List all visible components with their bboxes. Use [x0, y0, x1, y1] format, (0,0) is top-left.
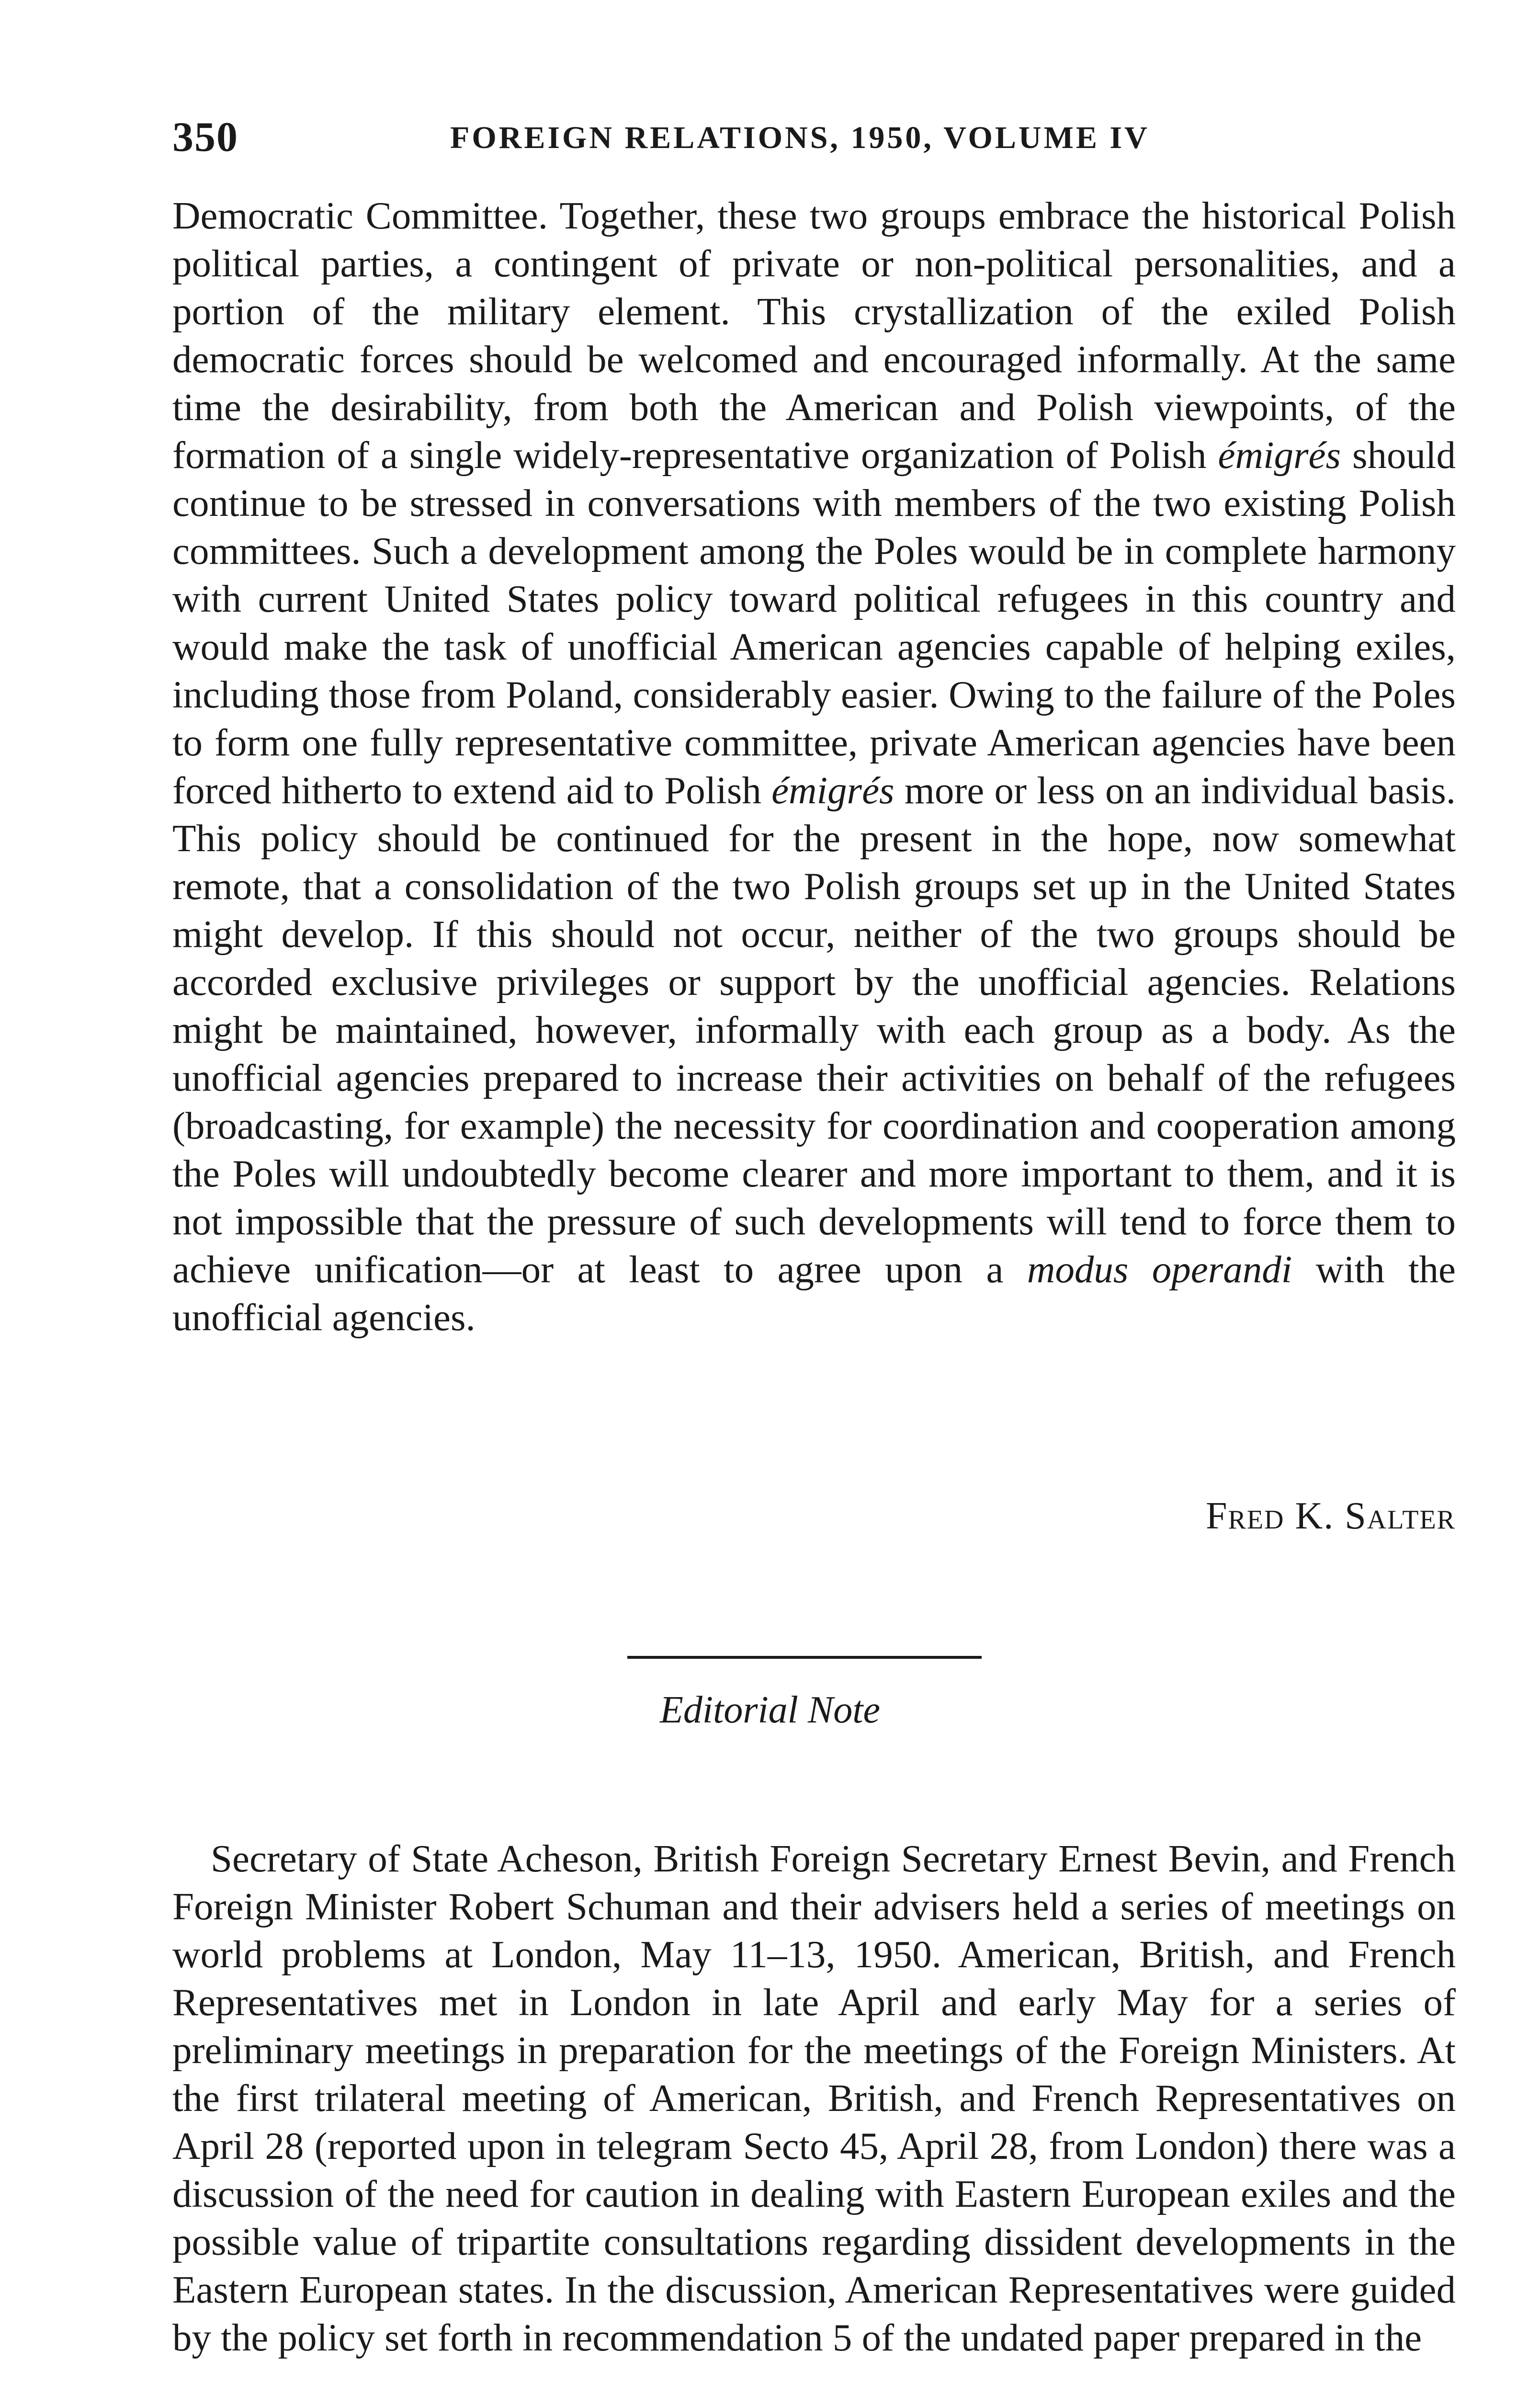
body-paragraph-2: Secretary of State Acheson, British Foreign Secretary Ernest Bevin, and French Foreign Minister Robert Schuman and their advisers held a series of meetings on world problems at London, May 11–13, 1950. American, British, and French Representatives met in London in late April and early May for a series of preliminary meetings in preparation for the meetings of the Foreign Ministers. At the first trilateral meeting of American, British, and French Representatives on April 28 (reported upon in telegram Secto 45, April 28, from London) there was a discussion of the need for caution in dealing with Eastern European exiles and the possible value of tripartite consultations regarding dissident developments in the Eastern European states. In the discussion, American Representatives were guided by the policy set forth in recommendation 5 of the undated paper prepared in the: [172, 1837, 1456, 2359]
editorial-note-heading: Editorial Note: [660, 1689, 880, 1731]
paragraph-1-text-c: more or less on an individual basis. This policy should be continued for the present in the hope, now somewhat remote, that a consolidation of the two Polish groups set up in the United States might develop. If this should not occur, neither of the two groups should be accorded exclusive privileges or support by the unofficial agencies. Relations might be maintained, however, informally with each group as a body. As the unofficial agencies prepared to increase their activities on behalf of the refugees (broadcasting, for example) the necessity for coordination and cooperation among the Poles will undoubtedly become clearer and more important to them, and it is not impossible that the pressure of such developments will tend to force them to achieve unification—or at least to agree upon a: [172, 769, 1456, 1291]
paragraph-1-text-a: Democratic Committee. Together, these two groups embrace the historical Polish political parties, a contingent of private or non-political personalities, and a portion of the military element. This crystallization of the exiled Polish democratic forces should be welcomed and encouraged informally. At the same time the desirability, from both the American and Polish viewpoints, of the formation of a single widely-representative organization of Polish: [172, 194, 1456, 477]
page-number: 350: [172, 114, 238, 160]
running-header: [172, 113, 1456, 166]
running-title: FOREIGN RELATIONS, 1950, VOLUME IV: [450, 120, 1150, 155]
paragraph-1-text-d: with the unofficial agencies.: [172, 1248, 1456, 1339]
author-signature: Fred K. Salter: [1205, 1495, 1456, 1537]
italic-term-emigres-2: émigrés: [771, 769, 895, 812]
italic-term-emigres-1: émigrés: [1218, 433, 1341, 477]
body-paragraph-1: [172, 192, 1456, 1341]
italic-term-modus-operandi: modus operandi: [1027, 1248, 1292, 1291]
section-divider-rule: [627, 1656, 982, 1659]
paragraph-1-text-b: should continue to be stressed in conversations with members of the two existing Polish committees. Such a development among the Poles would be in complete harmony with current United States policy toward political refugees in this country and would make the task of unofficial American agencies capable of helping exiles, including those from Poland, considerably easier. Owing to the failure of the Poles to form one fully representative committee, private American agencies have been forced hitherto to extend aid to Polish: [172, 433, 1456, 812]
